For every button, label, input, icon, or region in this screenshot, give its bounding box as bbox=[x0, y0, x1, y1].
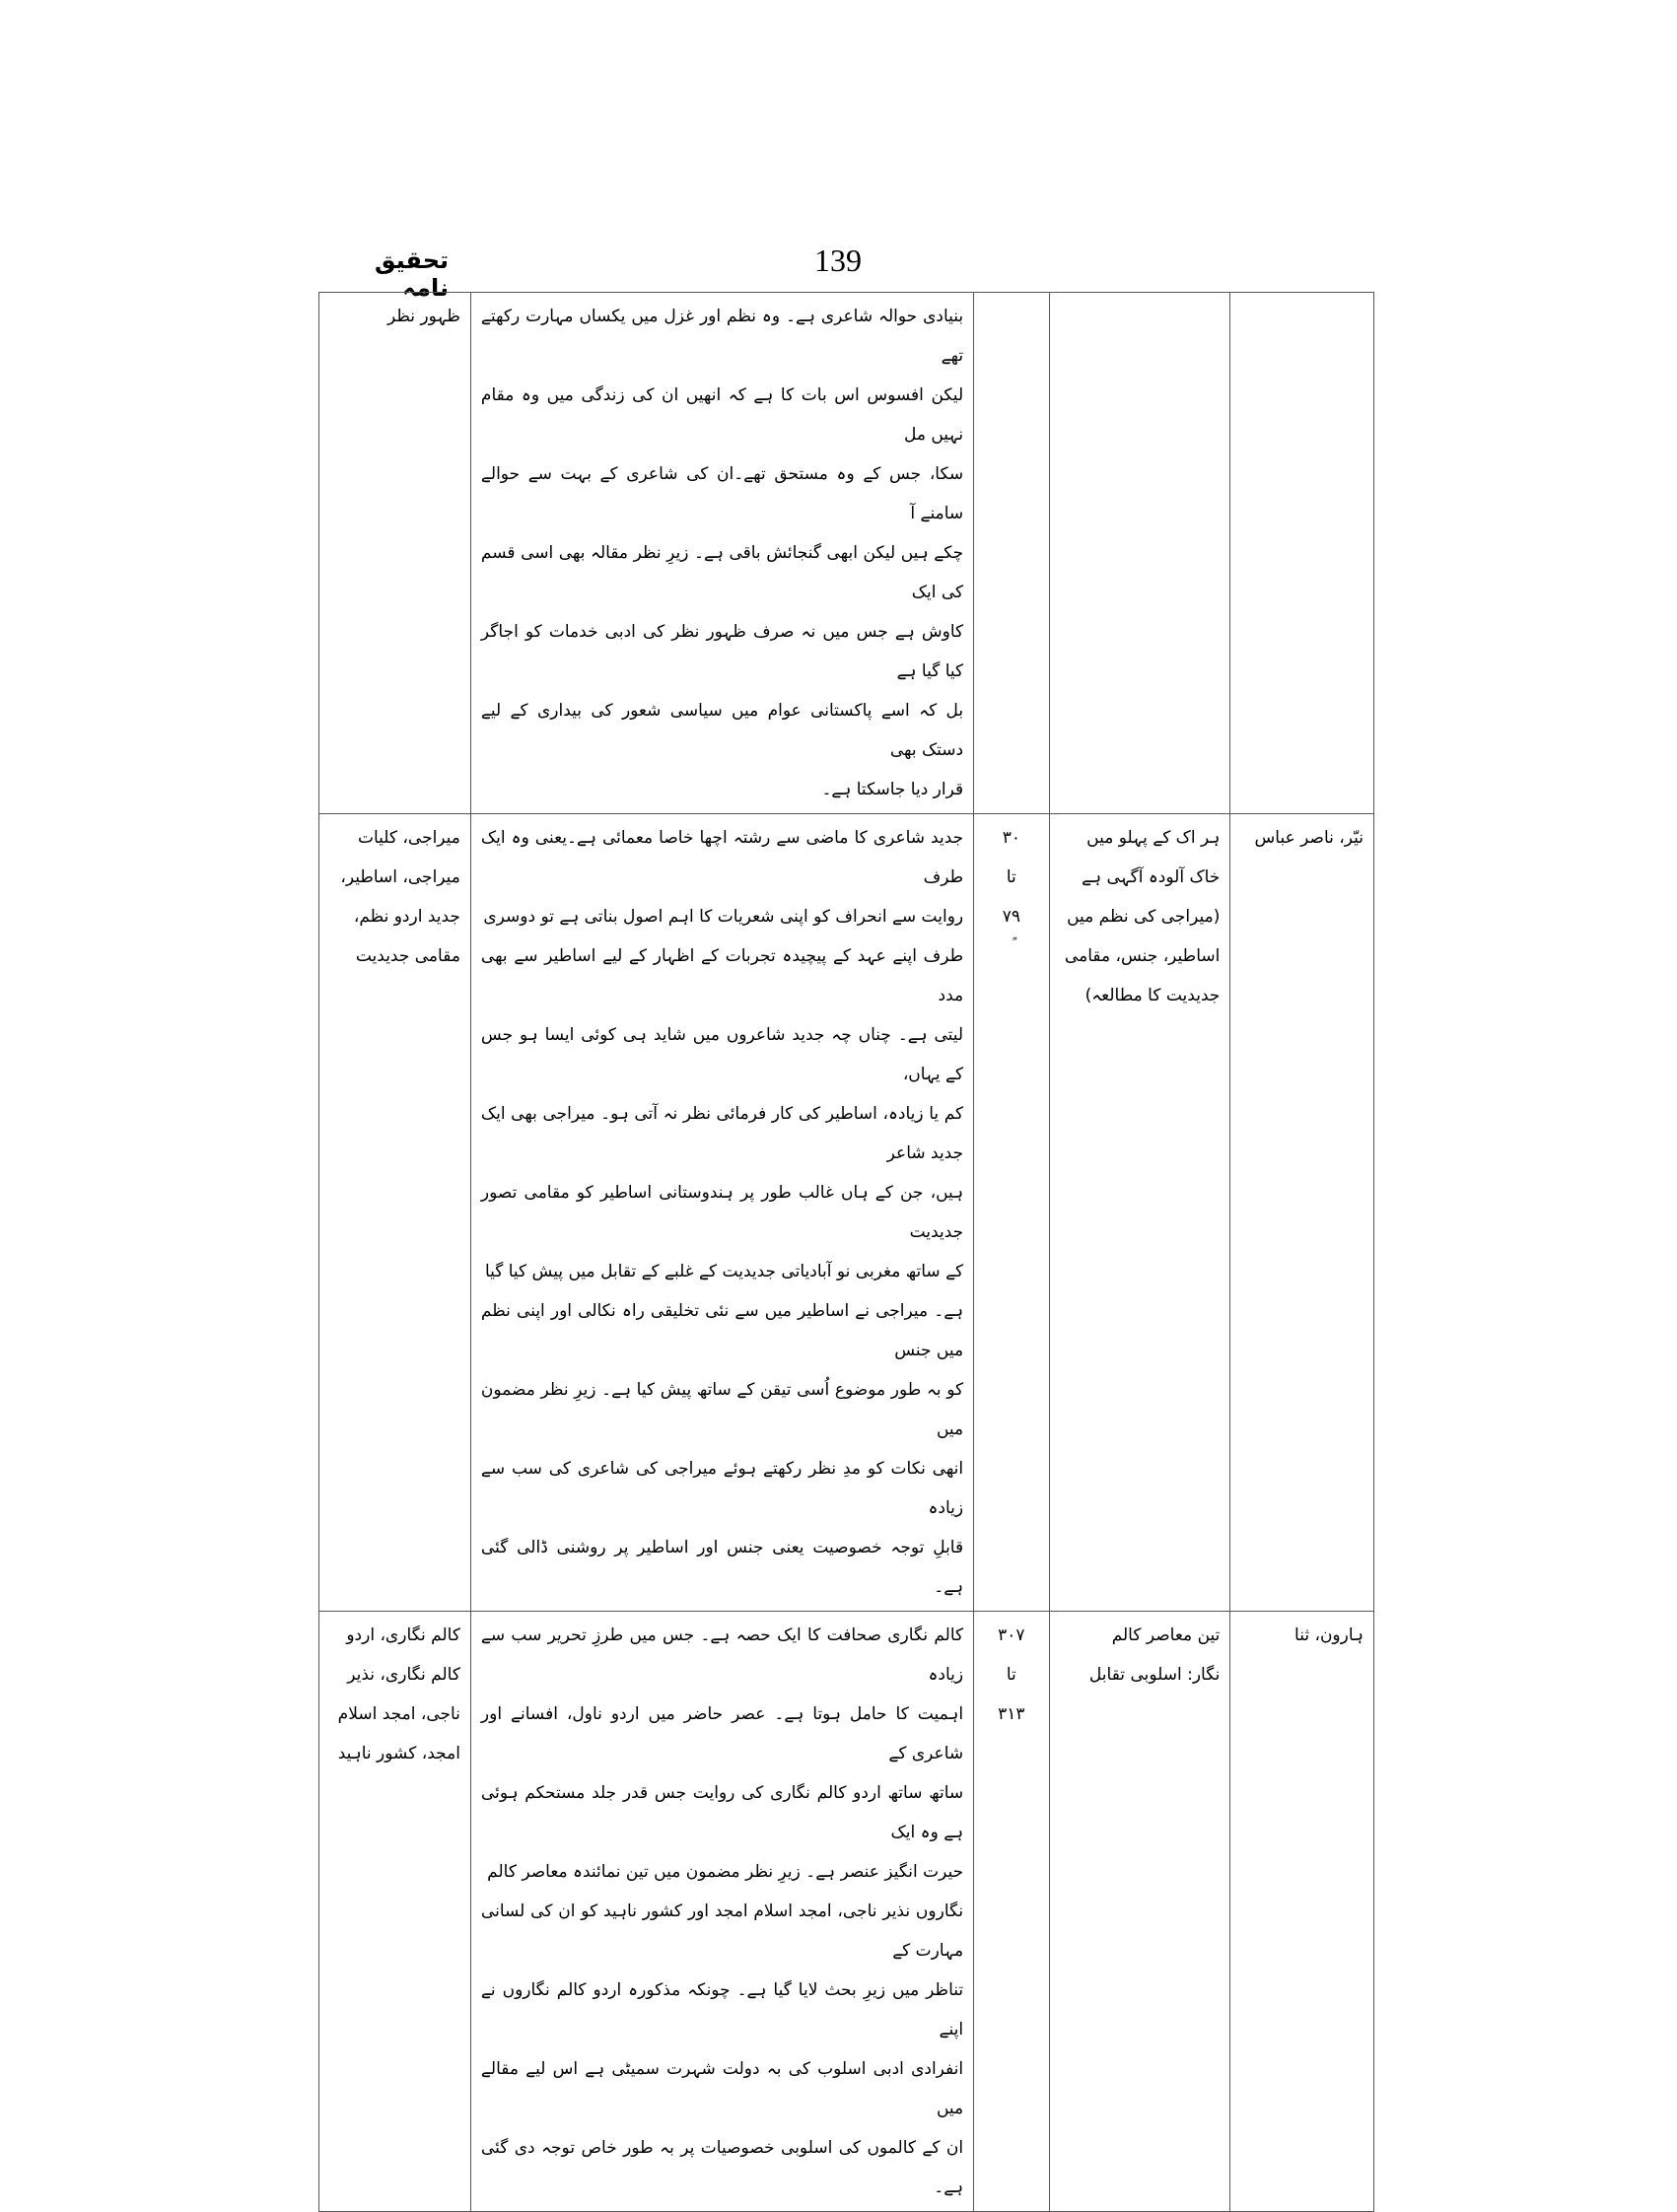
page-start: ۳۰۷ bbox=[998, 1625, 1025, 1645]
keywords-cell bbox=[319, 1612, 471, 2212]
abstract-line: جدید شاعری کا ماضی سے رشتہ اچھا خاصا معمائی ہے۔یعنی وہ ایک طرف bbox=[480, 828, 964, 887]
page-number: 139 bbox=[814, 242, 862, 278]
abstract-line: بل کہ اسے پاکستانی عوام میں سیاسی شعور کی بیداری کے لیے دستک بھی bbox=[480, 701, 964, 760]
abstract-line: روایت سے انحراف کو اپنی شعریات کا اہم اصول بناتی ہے تو دوسری bbox=[483, 907, 964, 927]
author-name: نیّر، ناصر عباس bbox=[1254, 828, 1363, 848]
keyword-line: مقامی جدیدیت bbox=[355, 946, 460, 966]
title-line: ہر اک کے پہلو میں bbox=[1086, 828, 1221, 848]
pages-cell bbox=[974, 293, 1049, 814]
abstract-line: تناظر میں زیرِ بحث لایا گیا ہے۔ چونکہ مذکورہ اردو کالم نگاروں نے اپنے bbox=[480, 1980, 964, 2039]
abstract-line: حیرت انگیز عنصر ہے۔ زیرِ نظر مضمون میں تین نمائندہ معاصر کالم bbox=[487, 1862, 964, 1882]
abstract-line: انفرادی ادبی اسلوب کی بہ دولت شہرت سمیٹی ہے اس لیے مقالے میں bbox=[480, 2059, 964, 2118]
abstract-line: طرف اپنے عہد کے پیچیدہ تجربات کے اظہار کے لیے اساطیر سے بھی مدد bbox=[480, 946, 964, 1005]
keyword-line: کالم نگاری، اردو bbox=[346, 1625, 460, 1645]
article-index-table bbox=[318, 292, 1374, 2212]
title-cell bbox=[1049, 1612, 1230, 2212]
table-row bbox=[319, 293, 1374, 814]
keywords-cell bbox=[319, 814, 471, 1612]
abstract-line: بنیادی حوالہ شاعری ہے۔ وہ نظم اور غزل میں یکساں مہارت رکھتے تھے bbox=[480, 307, 964, 366]
abstract-line: لیتی ہے۔ چناں چہ جدید شاعروں میں شاید ہی کوئی ایسا ہو جس کے یہاں، bbox=[480, 1025, 964, 1084]
page-end: ۷۹ bbox=[1002, 907, 1020, 927]
keyword-line: میراجی، اساطیر، bbox=[340, 867, 460, 887]
abstract-line: ہے۔ میراجی نے اساطیر میں سے نئی تخلیقی راہ نکالی اور اپنی نظم میں جنس bbox=[480, 1301, 964, 1360]
keyword-line: کالم نگاری، نذیر bbox=[347, 1665, 460, 1685]
journal-title: تحقیق نامہ bbox=[374, 246, 449, 302]
title-line: اساطیر، جنس، مقامی bbox=[1064, 946, 1221, 966]
page-range-separator: تا bbox=[1006, 867, 1016, 887]
title-line: خاک آلودہ آگہی ہے bbox=[1082, 867, 1221, 887]
abstract-line: اہمیت کا حامل ہوتا ہے۔ عصر حاضر میں اردو ناول، افسانے اور شاعری کے bbox=[480, 1704, 964, 1763]
abstract-cell bbox=[470, 1612, 973, 2212]
keyword-line: جدید اردو نظم، bbox=[353, 907, 460, 927]
page-mark bbox=[978, 936, 1044, 952]
page-end: ۳۱۳ bbox=[998, 1704, 1025, 1724]
abstract-line: کم یا زیادہ، اساطیر کی کار فرمائی نظر نہ آتی ہو۔ میراجی بھی ایک جدید شاعر bbox=[480, 1104, 964, 1163]
abstract-line: کاوش ہے جس میں نہ صرف ظہور نظر کی ادبی خدمات کو اجاگر کیا گیا ہے bbox=[480, 622, 964, 681]
abstract-line: سکا، جس کے وہ مستحق تھے۔ان کی شاعری کے بہت سے حوالے سامنے آ bbox=[480, 464, 964, 523]
keyword-line: امجد، کشور ناہید bbox=[337, 1744, 460, 1763]
table-row bbox=[319, 1612, 1374, 2212]
title-cell bbox=[1049, 293, 1230, 814]
abstract-line: ہیں، جن کے ہاں غالب طور پر ہندوستانی اساطیر کو مقامی تصور جدیدیت bbox=[480, 1183, 964, 1242]
abstract-line: کے ساتھ مغربی نو آبادیاتی جدیدیت کے غلبے کے تقابل میں پیش کیا گیا bbox=[484, 1262, 964, 1281]
abstract-cell bbox=[470, 293, 973, 814]
abstract-line: نگاروں نذیر ناجی، امجد اسلام امجد اور کشور ناہید کو ان کی لسانی مہارت کے bbox=[480, 1901, 964, 1961]
abstract-line: کالم نگاری صحافت کا ایک حصہ ہے۔ جس میں طرزِ تحریر سب سے زیادہ bbox=[480, 1625, 964, 1685]
abstract-line: قرار دیا جاسکتا ہے۔ bbox=[821, 780, 964, 799]
abstract-line: ان کے کالموں کی اسلوبی خصوصیات پر بہ طور خاص توجہ دی گئی ہے۔ bbox=[480, 2138, 964, 2197]
table-row bbox=[319, 814, 1374, 1612]
keyword-line: میراجی، کلیات bbox=[357, 828, 460, 848]
pages-cell bbox=[974, 1612, 1049, 2212]
author-cell bbox=[1230, 293, 1374, 814]
abstract-line: لیکن افسوس اس بات کا ہے کہ انھیں ان کی زندگی میں وہ مقام نہیں مل bbox=[480, 385, 964, 445]
title-line: نگار: اسلوبی تقابل bbox=[1088, 1665, 1221, 1685]
title-cell bbox=[1049, 814, 1230, 1612]
abstract-line: انھی نکات کو مدِ نظر رکھتے ہوئے میراجی کی شاعری کی سب سے زیادہ bbox=[480, 1459, 964, 1518]
abstract-line: کو بہ طور موضوع اُسی تیقن کے ساتھ پیش کیا ہے۔ زیرِ نظر مضمون میں bbox=[480, 1380, 964, 1439]
abstract-line: ساتھ ساتھ اردو کالم نگاری کی روایت جس قدر جلد مستحکم ہوئی ہے وہ ایک bbox=[480, 1783, 964, 1842]
abstract-line: چکے ہیں لیکن ابھی گنجائش باقی ہے۔ زیرِ نظر مقالہ بھی اسی قسم کی ایک bbox=[480, 543, 964, 602]
keywords-cell bbox=[319, 293, 471, 814]
author-cell bbox=[1230, 814, 1374, 1612]
keyword-line: ظہور نظر bbox=[386, 307, 460, 326]
author-cell bbox=[1230, 1612, 1374, 2212]
pages-cell bbox=[974, 814, 1049, 1612]
page-start: ۳۰ bbox=[1002, 828, 1020, 848]
page-range-separator: تا bbox=[1006, 1665, 1016, 1685]
title-line: جدیدیت کا مطالعہ) bbox=[1084, 986, 1221, 1005]
author-name: ہارون، ثنا bbox=[1294, 1625, 1363, 1645]
abstract-line: قابلِ توجہ خصوصیت یعنی جنس اور اساطیر پر روشنی ڈالی گئی ہے۔ bbox=[480, 1538, 964, 1597]
title-line: تین معاصر کالم bbox=[1111, 1625, 1221, 1645]
abstract-cell bbox=[470, 814, 973, 1612]
keyword-line: ناجی، امجد اسلام bbox=[337, 1704, 460, 1724]
title-line: (میراجی کی نظم میں bbox=[1067, 907, 1221, 927]
